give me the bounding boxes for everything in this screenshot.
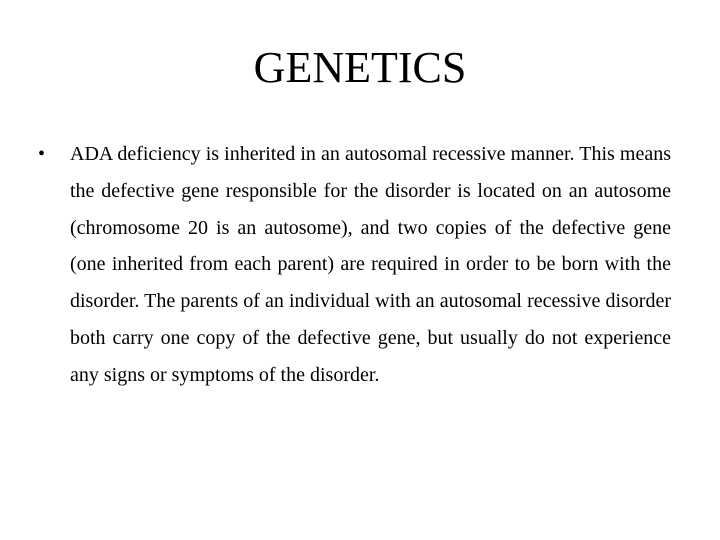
- bullet-text: ADA deficiency is inherited in an autosomal recessive manner. This means the defective gene responsible for the disorder is located on an autosome (chromosome 20 is an autosome), and two copies of the defective gene (one inherited from each parent) are required in order to be born with the disorder. The parents of an individual with an autosomal recessive disorder both carry one copy of the defective gene, but usually do not experience any signs or symptoms of the disorder.: [70, 143, 671, 386]
- slide-title: GENETICS: [253, 43, 467, 92]
- bullet-marker-icon: •: [38, 143, 46, 165]
